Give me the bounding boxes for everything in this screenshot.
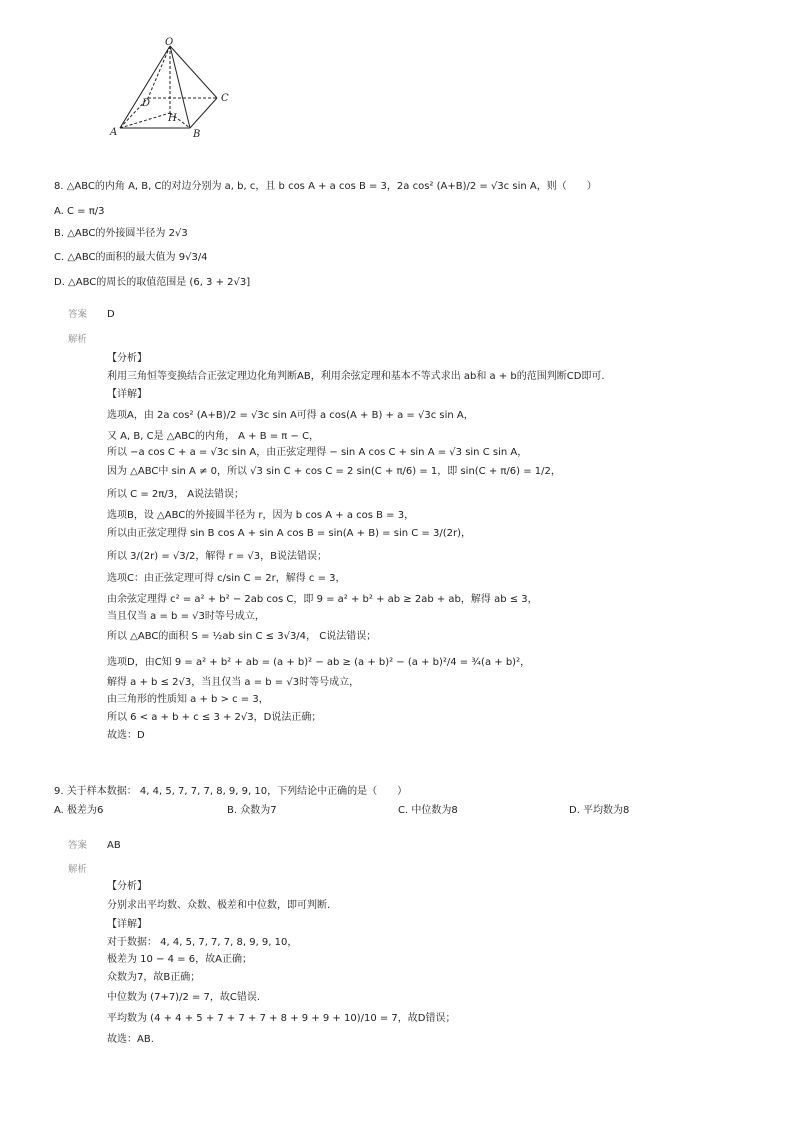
q8-line-1: 利用三角恒等变换结合正弦定理边化角判断AB，利用余弦定理和基本不等式求出 ab和 a + b的范围判断CD即可. — [107, 371, 605, 382]
q9-line-2: 【详解】 — [107, 919, 147, 930]
pyramid-figure — [100, 34, 250, 144]
edge-OC — [170, 46, 217, 98]
q9-option-a: A. 极差为6 — [54, 805, 104, 816]
q8-line-6: 因为 △ABC中 sin A ≠ 0，所以 √3 sin C + cos C = 2 sin(C + π/6) = 1，即 sin(C + π/6) = 1/2， — [107, 466, 561, 477]
q8-option-b: B. △ABC的外接圆半径为 2√3 — [54, 228, 188, 239]
label-D: D — [142, 98, 151, 109]
q8-line-18: 所以 6 < a + b + c ≤ 3 + 2√3，D说法正确； — [107, 712, 322, 723]
q8-line-2: 【详解】 — [107, 389, 147, 400]
q8-line-5: 所以 −a cos C + a = √3c sin A，由正弦定理得 − sin A cos C + sin A = √3 sin C sin A， — [107, 447, 528, 458]
q8-line-15: 选项D，由C知 9 = a² + b² + ab = (a + b)² − ab ≥ (a + b)² − (a + b)²/4 = ¾(a + b)²， — [107, 657, 531, 668]
q8-line-9: 所以由正弦定理得 sin B cos A + sin A cos B = sin(A + B) = sin C = 3/(2r)， — [107, 528, 471, 539]
q8-option-c: C. △ABC的面积的最大值为 9√3/4 — [54, 252, 208, 263]
q9-answer-label: 答案 — [68, 840, 88, 851]
q8-analysis-label: 解析 — [68, 334, 88, 345]
q9-option-d: D. 平均数为8 — [569, 805, 630, 816]
label-O: O — [165, 37, 174, 48]
q9-line-6: 中位数为 (7+7)/2 = 7，故C错误. — [107, 992, 261, 1003]
q9-analysis-label: 解析 — [68, 864, 88, 875]
q8-line-11: 选项C：由正弦定理可得 c/sin C = 2r，解得 c = 3， — [107, 573, 346, 584]
q8-line-19: 故选：D — [107, 730, 145, 741]
edge-BC — [190, 98, 217, 128]
edge-OA — [120, 46, 170, 128]
q8-line-17: 由三角形的性质知 a + b > c = 3， — [107, 694, 269, 705]
q9-line-3: 对于数据： 4, 4, 5, 7, 7, 7, 8, 9, 9, 10， — [107, 937, 298, 948]
q8-line-12: 由余弦定理得 c² = a² + b² − 2ab cos C，即 9 = a² + b² + ab ≥ 2ab + ab，解得 ab ≤ 3， — [107, 594, 538, 605]
q9-option-b: B. 众数为7 — [227, 805, 277, 816]
q9-stem: 9. 关于样本数据： 4, 4, 5, 7, 7, 7, 8, 9, 9, 10，下列结论中正确的是（ ） — [54, 786, 408, 797]
q9-line-8: 故选：AB. — [107, 1034, 154, 1045]
q8-line-4: 又 A, B, C是 △ABC的内角， A + B = π − C， — [107, 431, 320, 442]
q9-line-0: 【分析】 — [107, 881, 147, 892]
q9-line-1: 分别求出平均数、众数、极差和中位数，即可判断. — [107, 900, 331, 911]
q9-line-5: 众数为7，故B正确； — [107, 972, 201, 983]
edge-OD — [148, 46, 170, 98]
q8-answer: D — [107, 309, 115, 320]
q8-answer-label: 答案 — [68, 309, 88, 320]
q9-line-4: 极差为 10 − 4 = 6，故A正确； — [107, 954, 252, 965]
q8-line-7: 所以 C = 2π/3， A说法错误； — [107, 489, 245, 500]
q9-answer: AB — [107, 840, 121, 851]
q8-stem: 8. △ABC的内角 A, B, C的对边分别为 a, b, c，且 b cos A + a cos B = 3，2a cos² (A+B)/2 = √3c sin A，则（ ） — [54, 181, 597, 192]
label-A: A — [110, 127, 118, 138]
q8-line-10: 所以 3/(2r) = √3/2，解得 r = √3，B说法错误； — [107, 551, 328, 562]
q8-option-d: D. △ABC的周长的取值范围是 (6, 3 + 2√3] — [54, 277, 251, 288]
q8-line-8: 选项B，设 △ABC的外接圆半径为 r，因为 b cos A + a cos B = 3， — [107, 510, 415, 521]
q8-line-0: 【分析】 — [107, 353, 147, 364]
label-H: H — [168, 113, 177, 124]
label-B: B — [193, 129, 201, 140]
q8-line-13: 当且仅当 a = b = √3时等号成立， — [107, 611, 265, 622]
q8-line-14: 所以 △ABC的面积 S = ½ab sin C ≤ 3√3/4， C说法错误； — [107, 631, 377, 642]
q8-option-a: A. C = π/3 — [54, 206, 105, 217]
label-C: C — [221, 93, 229, 104]
q9-option-c: C. 中位数为8 — [398, 805, 458, 816]
q8-line-3: 选项A，由 2a cos² (A+B)/2 = √3c sin A可得 a cos(A + B) + a = √3c sin A， — [107, 410, 474, 421]
q9-line-7: 平均数为 (4 + 4 + 5 + 7 + 7 + 7 + 8 + 9 + 9 + 10)/10 = 7，故D错误； — [107, 1013, 456, 1024]
q8-line-16: 解得 a + b ≤ 2√3，当且仅当 a = b = √3时等号成立， — [107, 677, 360, 688]
